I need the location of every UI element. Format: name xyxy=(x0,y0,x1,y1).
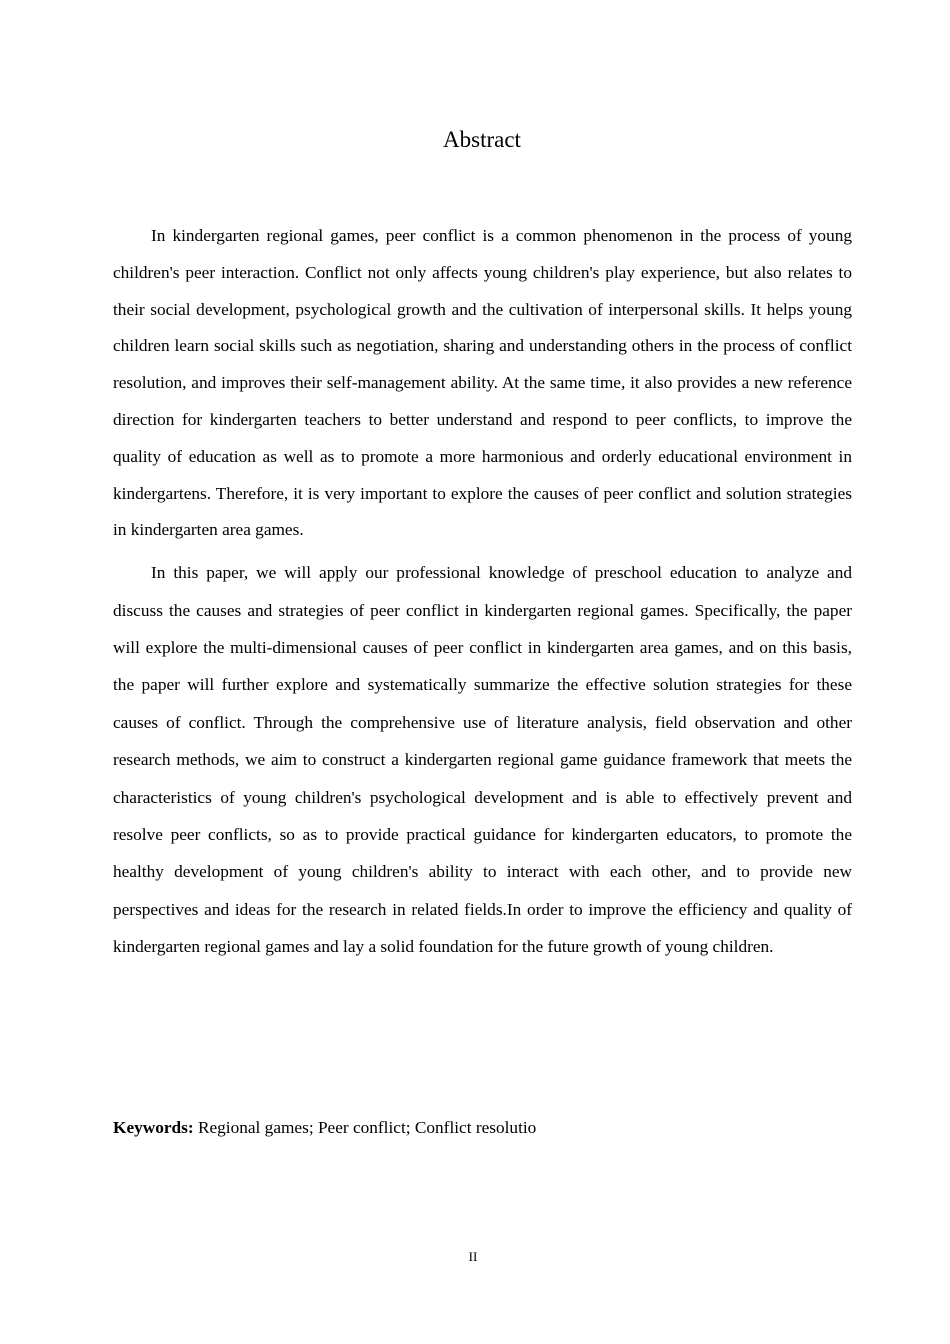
keywords-label: Keywords: xyxy=(113,1118,194,1137)
abstract-paragraph-1: In kindergarten regional games, peer conflict is a common phenomenon in the process of young children's peer interaction. Conflict not only affects young children's play experience, but also relates to their social development, psychological growth and the cultivation of interpersonal skills. It helps young children learn social skills such as negotiation, sharing and understanding others in the process of conflict resolution, and improves their self-management ability. At the same time, it also provides a new reference direction for kindergarten teachers to better understand and respond to peer conflicts, to improve the quality of education as well as to promote a more harmonious and orderly educational environment in kindergartens. Therefore, it is very important to explore the causes of peer conflict and solution strategies in kindergarten area games. xyxy=(113,226,852,540)
keywords-line xyxy=(113,1114,536,1142)
abstract-title: Abstract xyxy=(443,127,521,152)
abstract-paragraph-2: In this paper, we will apply our professional knowledge of preschool education to analyze and discuss the causes and strategies of peer conflict in kindergarten regional games. Specifically, the paper will explore the multi-dimensional causes of peer conflict in kindergarten area games, and on this basis, the paper will further explore and systematically summarize the effective solution strategies for these causes of conflict. Through the comprehensive use of literature analysis, field observation and other research methods, we aim to construct a kindergarten regional game guidance framework that meets the characteristics of young children's psychological development and is able to effectively prevent and resolve peer conflicts, so as to provide practical guidance for kindergarten educators, to promote the healthy development of young children's ability to interact with each other, and to provide new perspectives and ideas for the research in related fields.In order to improve the efficiency and quality of kindergarten regional games and lay a solid foundation for the future growth of young children. xyxy=(113,563,852,957)
keywords-text: Regional games; Peer conflict; Conflict resolutio xyxy=(197,1118,537,1137)
page-number: II xyxy=(468,1249,478,1264)
abstract-body xyxy=(113,218,852,966)
